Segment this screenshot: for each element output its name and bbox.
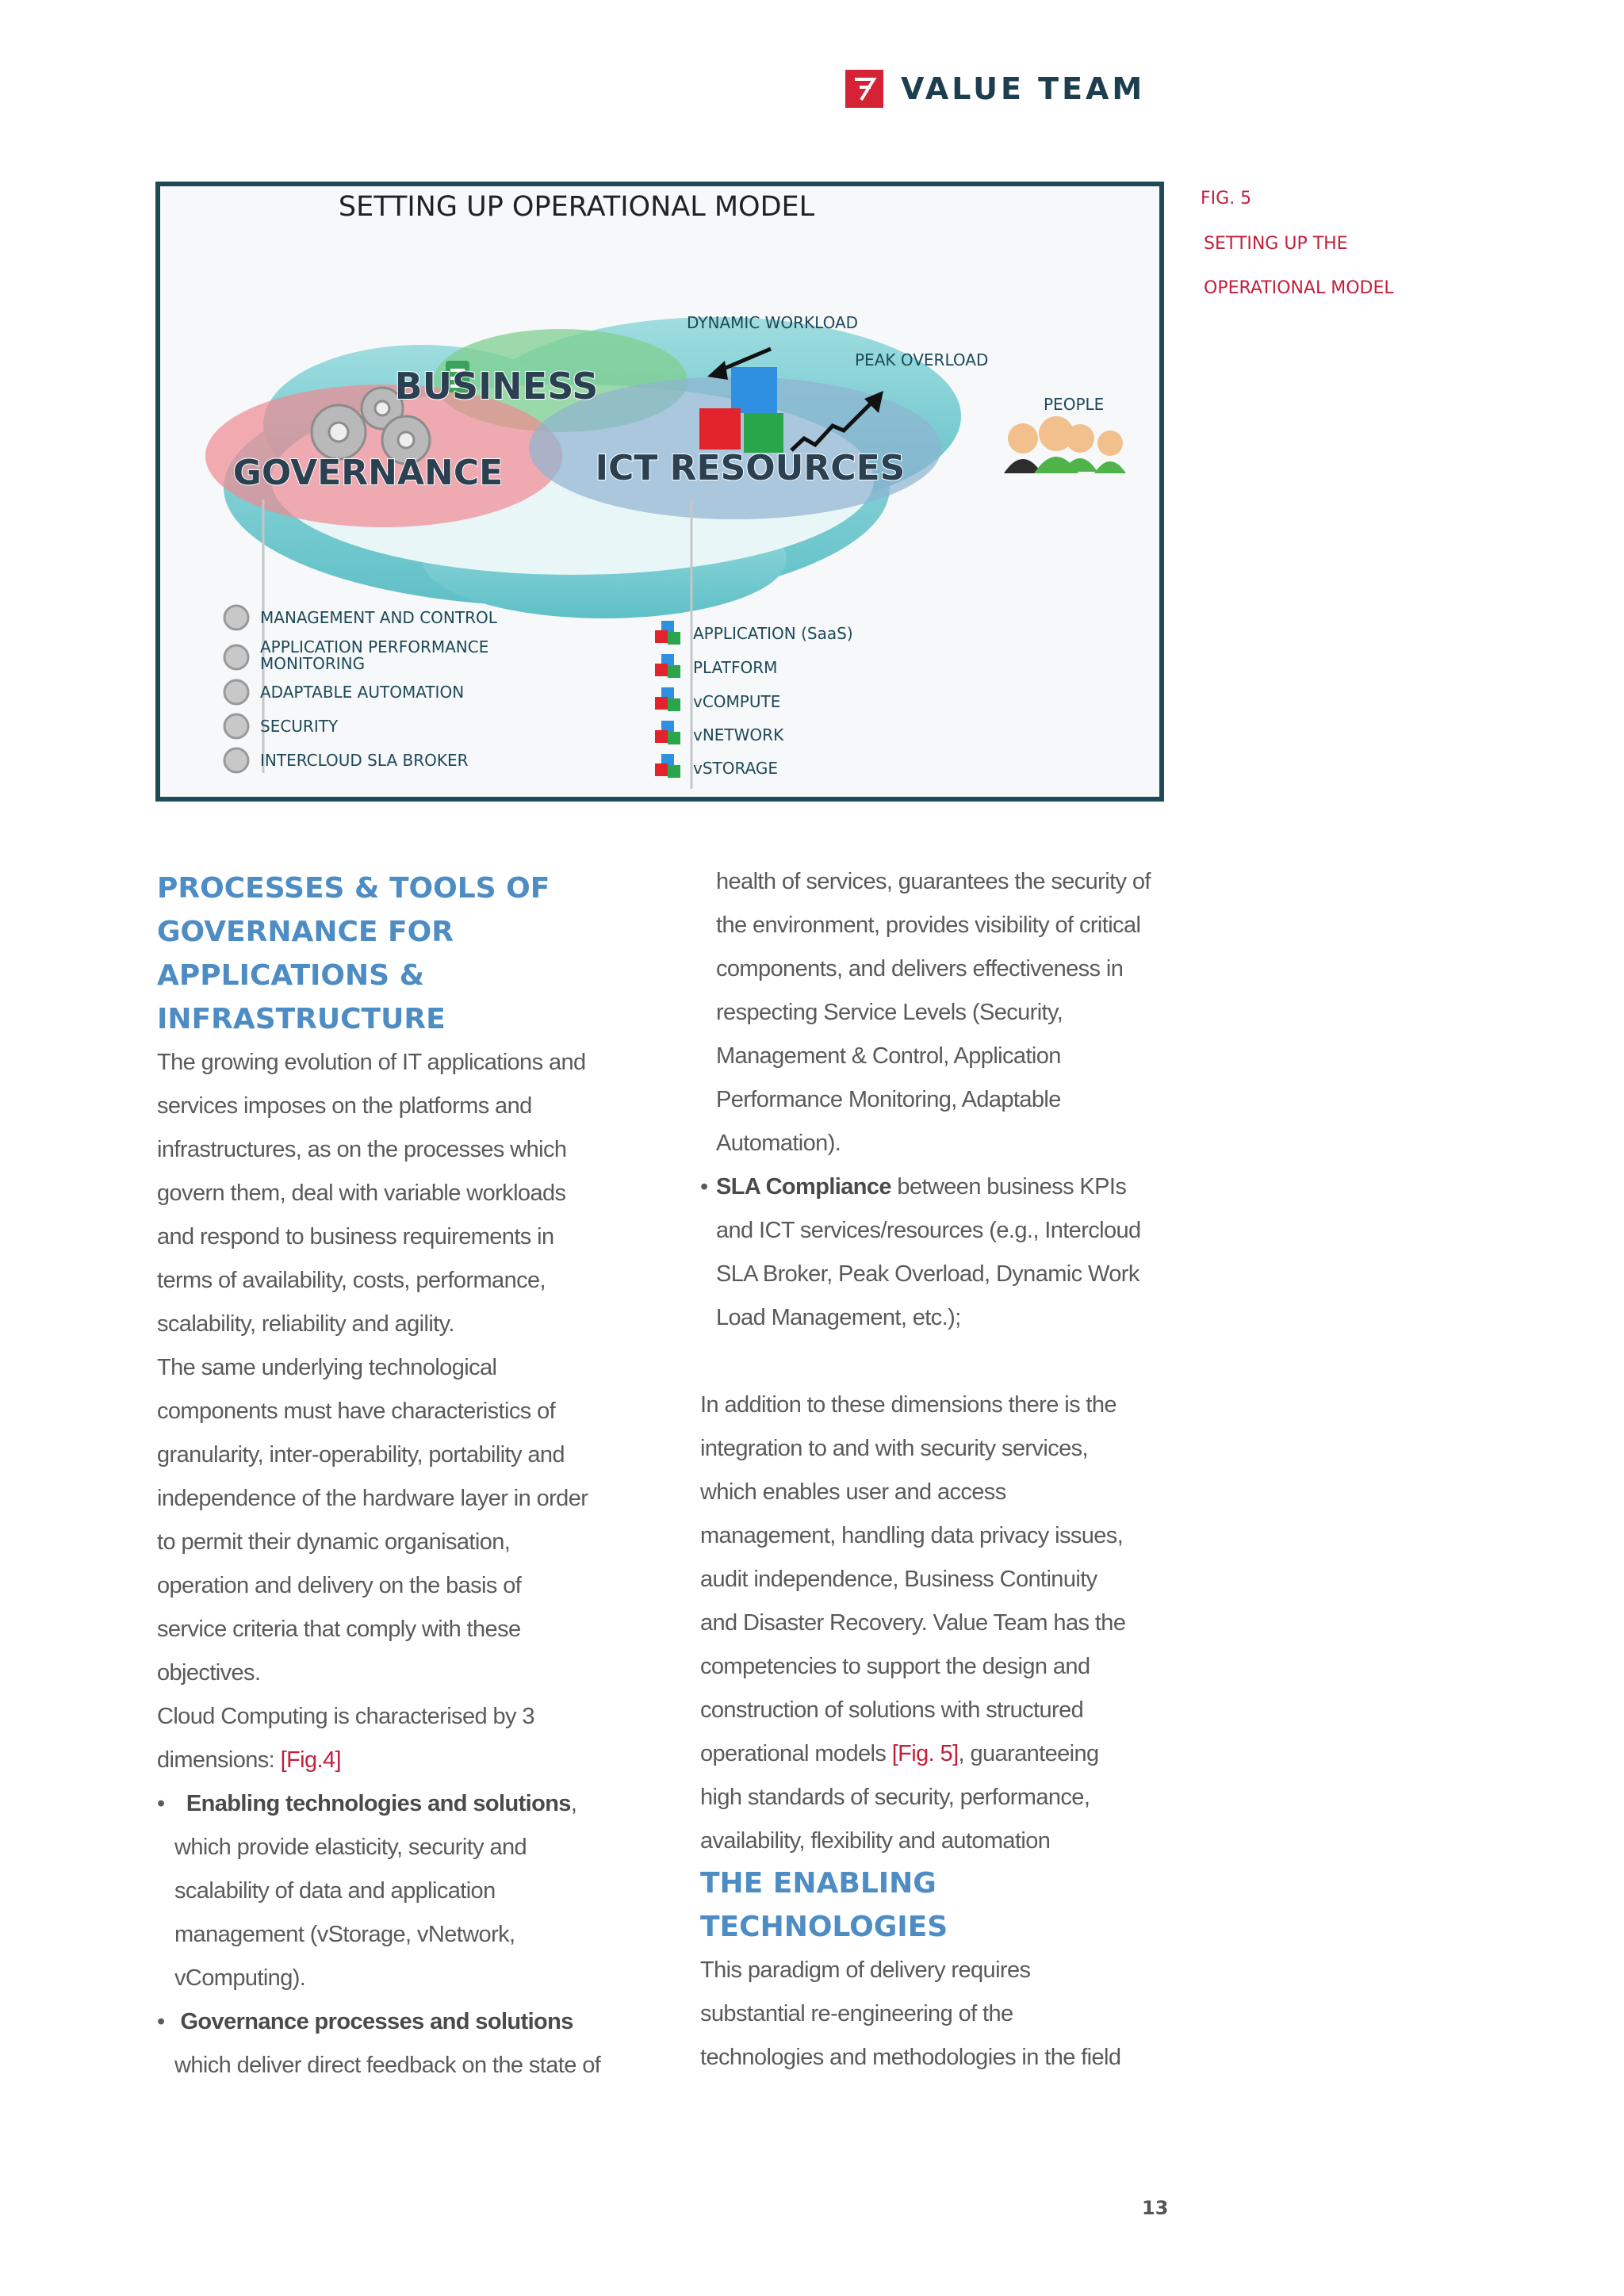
ict-list <box>655 621 853 778</box>
gear-icon <box>224 645 248 669</box>
ict-item: vCOMPUTE <box>693 692 781 711</box>
cube-icon <box>655 754 680 778</box>
left-column <box>157 867 633 2087</box>
governance-item: ADAPTABLE AUTOMATION <box>260 683 465 702</box>
paragraph-dimensions: Cloud Computing is characterised by 3 dimensions: [Fig.4] <box>157 1704 534 1773</box>
governance-item: SECURITY <box>260 717 339 736</box>
governance-item: MANAGEMENT AND CONTROL <box>260 608 497 627</box>
gear-icon <box>224 606 248 629</box>
cube-icon <box>655 654 680 678</box>
peak-overload-label: PEAK OVERLOAD <box>855 350 989 369</box>
gear-icon <box>224 680 248 704</box>
ict-item: vSTORAGE <box>693 759 779 778</box>
paragraph-security-integration: In addition to these dimensions there is the integration to and with security services, which enables user and access management, handling data privacy issues, audit independence, Business Continuity and Disaster Recovery. Value Team has the competencies to support the design and construction of solutions with structured operational models [Fig. 5], guaranteeing high standards of security, performance, availability, flexibility and automation <box>700 1392 1126 1854</box>
page-number: 13 <box>1142 2197 1169 2219</box>
people-icon <box>1004 416 1126 473</box>
bullet-sla-compliance: • SLA Compliance between business KPIs and ICT services/resources (e.g., Intercloud SLA Broker, Peak Overload, Dynamic Work Load Management, etc.); <box>700 1174 1141 1330</box>
figure-caption-line2: OPERATIONAL MODEL <box>1204 278 1394 298</box>
ict-resources-label: ICT RESOURCES <box>595 448 906 488</box>
bullet-enabling-technologies: • Enabling technologies and solutions, which provide elasticity, security and scalability of data and application management (vStorage, vNetwork, vComputing). <box>157 1791 577 1991</box>
company-logo <box>845 70 1145 108</box>
bullet-governance-continued: health of services, guarantees the security of the environment, provides visibility of critical components, and delivers effectiveness in respecting Service Levels (Security, Management & Control, Application Performance Monitoring, Adaptable Automation). <box>716 869 1151 1156</box>
ict-item: APPLICATION (SaaS) <box>693 624 853 643</box>
dynamic-workload-label: DYNAMIC WORKLOAD <box>687 313 859 332</box>
paragraph-evolution: The growing evolution of IT applications and services imposes on the platforms and infrastructures, as on the processes which govern them, deal with variable workloads and respond to business requirements in terms of availability, costs, performance, scalability, reliability and agility. <box>157 1050 586 1337</box>
figure-operational-model <box>155 182 1164 802</box>
paragraph-components: The same underlying technological components must have characteristics of granularity, inter-operability, portability and independence of the hardware layer in order to permit their dynamic organisation, operation and delivery on the basis of service criteria that comply with these objectives. <box>157 1355 588 1686</box>
right-column <box>700 860 1176 2080</box>
cube-icon <box>655 621 680 645</box>
figure-caption-number: FIG. 5 <box>1201 189 1252 209</box>
figure-caption-line1: SETTING UP THE <box>1204 234 1348 254</box>
governance-item: INTERCLOUD SLA BROKER <box>260 751 469 770</box>
figure-title: SETTING UP OPERATIONAL MODEL <box>338 191 815 223</box>
business-label: BUSINESS <box>394 365 599 408</box>
paragraph-delivery-paradigm: This paradigm of delivery requires substantial re-engineering of the technologies and methodologies in the field <box>700 1957 1121 2070</box>
section-heading-processes: PROCESSES & TOOLS OF GOVERNANCE FOR APPLICATIONS & INFRASTRUCTURE <box>157 872 550 1035</box>
governance-label: GOVERNANCE <box>232 453 504 493</box>
ict-item: PLATFORM <box>693 658 778 677</box>
gear-icon <box>224 748 248 772</box>
governance-list <box>224 606 498 772</box>
cube-icon <box>655 721 680 744</box>
cube-icon <box>655 687 680 711</box>
bullet-governance-processes: • Governance processes and solutions which deliver direct feedback on the state of <box>157 2009 601 2078</box>
governance-item: APPLICATION PERFORMANCE <box>260 637 489 656</box>
figure-diagram <box>160 186 1159 797</box>
section-heading-enabling-technologies: THE ENABLING TECHNOLOGIES <box>700 1867 948 1943</box>
governance-item: MONITORING <box>260 654 366 673</box>
figure-reference-link[interactable]: [Fig.4] <box>280 1747 341 1773</box>
gear-icon <box>224 714 248 738</box>
people-label: PEOPLE <box>1044 395 1105 414</box>
ict-item: vNETWORK <box>693 725 784 744</box>
logo-icon <box>845 70 883 108</box>
logo-text: VALUE TEAM <box>901 71 1146 106</box>
figure-reference-link[interactable]: [Fig. 5] <box>891 1741 959 1766</box>
